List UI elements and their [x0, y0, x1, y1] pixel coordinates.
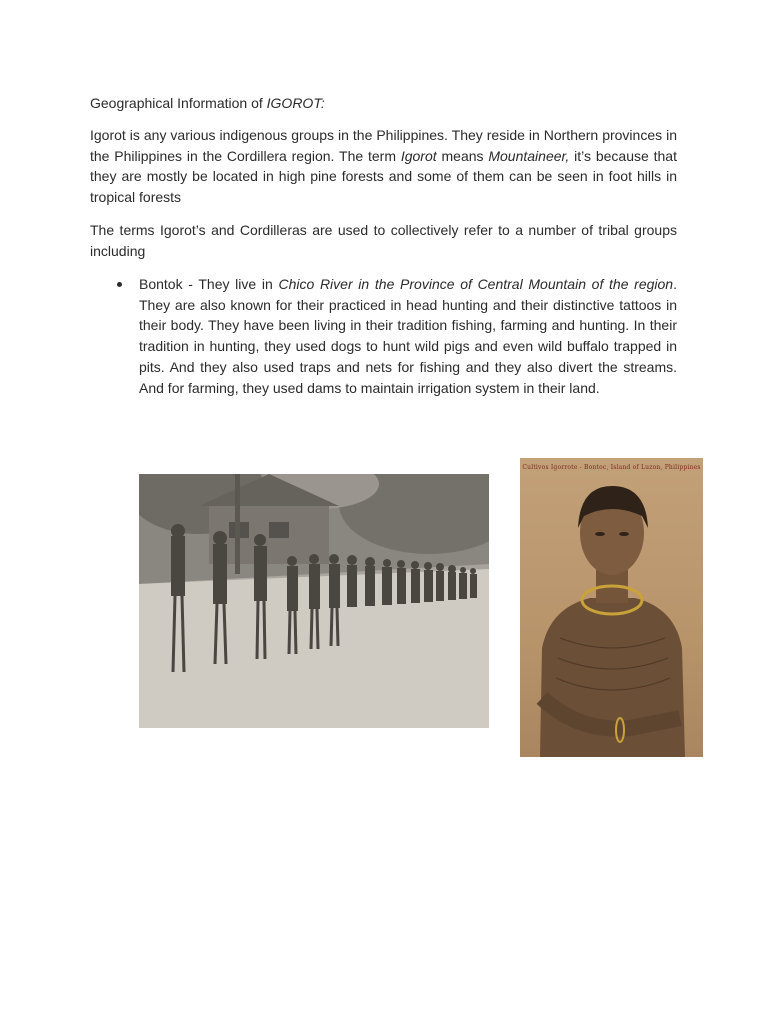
heading-emphasis: IGOROT: — [266, 95, 325, 111]
p1-text-c: it’s because that they are mostly be located in high pine forests and some of them can be seen in foot hills in tropical forests — [90, 147, 677, 206]
bullet-text-a: Bontok - They live in — [139, 276, 279, 292]
list-item-bontok — [90, 274, 677, 398]
group-photo-illustration — [139, 474, 489, 728]
paragraph-tribal-groups — [90, 220, 677, 261]
p1-em-igorot: Igorot — [400, 147, 437, 164]
bullet-text-b: . They are also known for their practiced in head hunting and their distinctive tattoos in their body. They have been living in their tradition fishing, farming and hunting. In their tradition in hunting, they used dogs to hunt wild pigs and even wild buffalo trapped in pits. And they also used traps and nets for fishing and they also divert the streams. And for farming, they used dams to maintain irrigation system in their land. — [139, 276, 677, 396]
portrait-photo-illustration — [520, 458, 703, 757]
paragraph-igorot-definition — [90, 125, 677, 208]
p2-text: The terms Igorot’s and Cordilleras are used to collectively refer to a number of tribal groups including — [90, 222, 677, 259]
bullet-em-location: Chico River in the Province of Central Mountain of the region — [278, 276, 674, 292]
group-photo — [139, 474, 489, 728]
p1-em-mountaineer: Mountaineer, — [488, 147, 570, 164]
p1-text-b: means — [436, 147, 489, 164]
bullet-icon — [117, 282, 122, 287]
heading-prefix: Geographical Information of — [90, 95, 267, 111]
portrait-photo — [520, 458, 703, 757]
tribal-group-list — [90, 274, 677, 398]
page-heading — [90, 93, 325, 113]
p1-text-a: Igorot is any various indigenous groups in the Philippines. They reside in Northern provinces in the Philippines in the Cordillera region. The term — [90, 127, 677, 164]
postcard-caption: Cultivos Igorrote - Bontoc, Island of Luzon, Philippines — [522, 464, 701, 471]
